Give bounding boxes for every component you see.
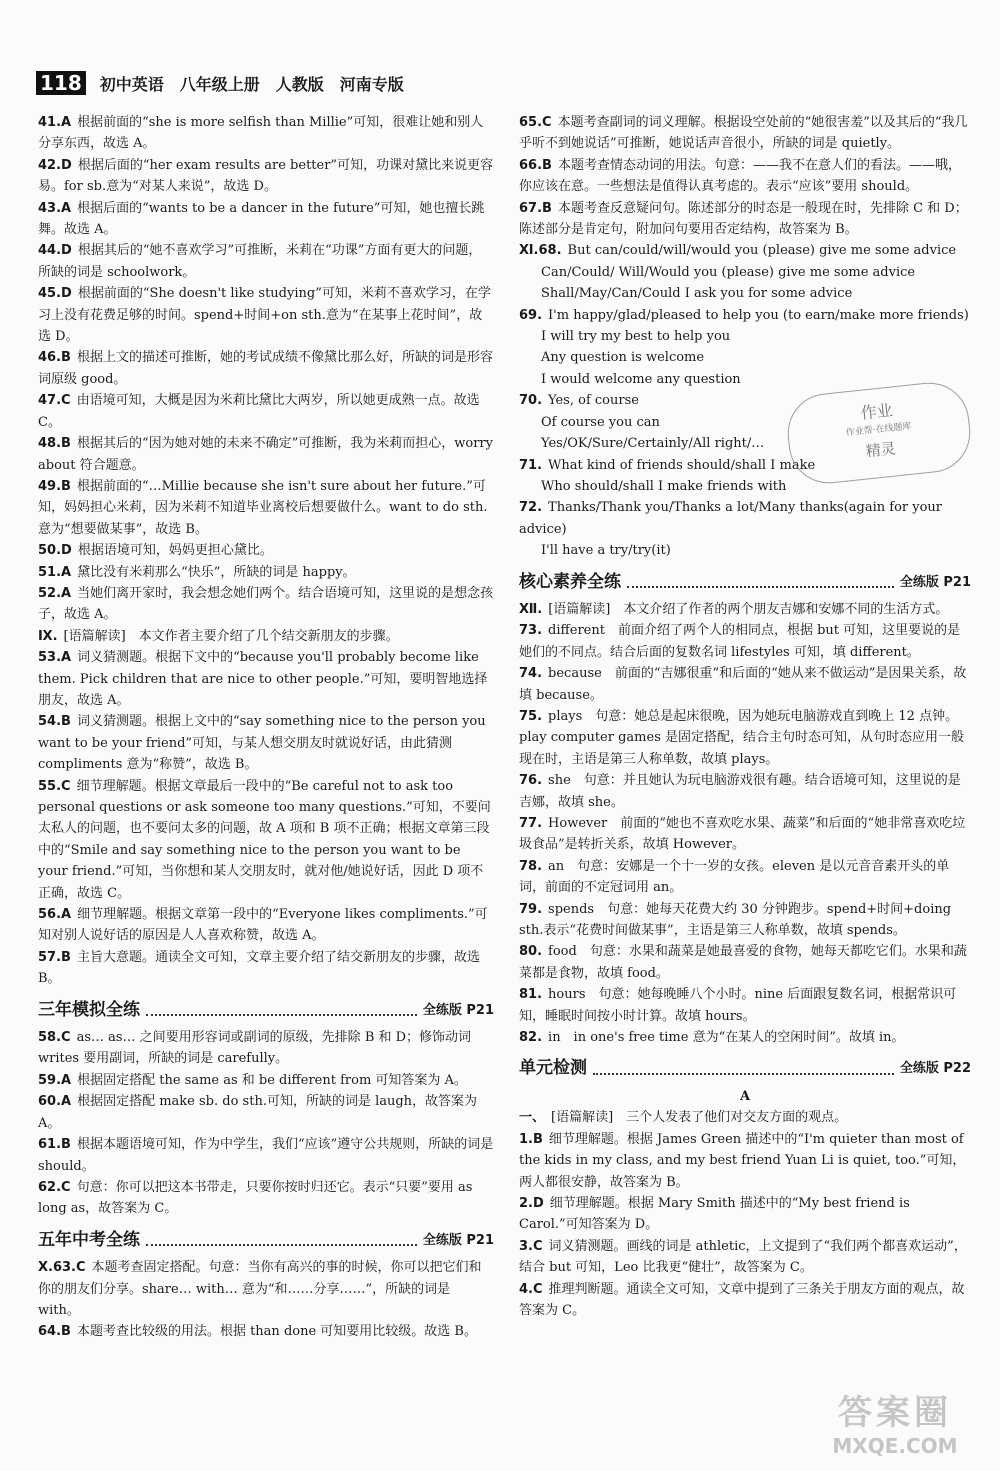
answer-explanation: 细节理解题。根据文章第一段中的“Everyone likes compliments.”可知对别人说好话的原因是人人喜欢称赞，故选 A。 [38,907,488,944]
answer-number: 47.C [38,393,71,409]
answer-item [519,1236,971,1279]
answer-number: 77. [519,816,543,831]
answer-explanation: hours 句意：她每晚睡八个小时。nine 后面跟复数名词，根据常识可知，睡眠时间按小时计算。故填 hours。 [519,987,957,1024]
section-heading [519,1058,971,1079]
answer-explanation: plays 句意：她总是起床很晚，因为她玩电脑游戏直到晚上 12 点钟。play computer games 是固定搭配，结合主句时态可知，从句时态应用一般现在时，主语是第三人称单数，故填 plays。 [519,708,964,767]
answer-item [519,856,971,899]
answer-line: Yes/OK/Sure/Certainly/All right/… [541,436,765,452]
answer-number: 51.A [38,564,72,580]
answer-explanation: 根据前面的“…Millie because she isn't sure about her future.”可知，妈妈担心米莉，因为米莉不知道毕业离校后想要做什么。want to do sth.意为“想要做某事”，故选 B。 [38,478,488,537]
answer-number: 一、 [519,1110,546,1126]
answer-item [38,1134,494,1177]
book-title: 初中英语 八年级上册 人教版 河南专版 [99,74,404,94]
answer-item [38,904,494,947]
answer-explanation: 句意：你可以把这本书带走，只要你按时归还它。表示“只要”要用 as long as，故答案为 C。 [38,1179,473,1217]
answer-number: 3.C [519,1238,543,1254]
answer-item [519,599,971,620]
answer-number: 72. [519,500,543,516]
answer-item [38,626,494,647]
answer-explanation: 根据前面的“She doesn't like studying”可知，米莉不喜欢学习，在学习上没有花费足够的时间。spend+时间+on sth.意为“在某事上花时间”，故选 D。 [38,286,491,345]
answer-number: 2.D [519,1195,544,1211]
answer-explanation: [语篇解读] 本文介绍了作者的两个朋友吉娜和安娜不同的生活方式。 [548,601,949,617]
answer-item [38,947,494,990]
answer-explanation: Yes, of course [548,393,639,409]
answer-item [519,770,971,813]
answer-item [38,112,494,155]
watermark [800,1385,990,1465]
answer-explanation: 本题考查固定搭配。句意：当你有高兴的事的时候，你可以把它们和你的朋友们分享。share… with… 意为“和……分享……”，所缺的词是 with。 [38,1260,482,1318]
section-divider [627,586,894,588]
part-label: A [739,1088,751,1104]
answer-item [519,1107,971,1128]
answer-explanation: 词义猜测题。画线的词是 athletic，上文提到了“我们两个都喜欢运动”，结合 but 可知，Leo 比我更“健壮”，故答案为 C。 [519,1238,967,1276]
answer-explanation: 推理判断题。通读全文可知，文章中提到了三条关于朋友方面的观点，故答案为 C。 [519,1281,965,1318]
answer-item [38,1027,494,1070]
answer-number: 82. [519,1030,543,1046]
answer-explanation: 词义猜测题。根据下文中的“because you'll probably become like them. Pick children that are nice to other people.”可知，要明智地选择朋友，故选 A。 [38,650,488,708]
answer-number: 64.B [38,1324,71,1340]
answer-number: 66.B [519,157,552,173]
answer-explanation: [语篇解读] 本文作者主要介绍了几个结交新朋友的步骤。 [63,628,399,644]
answer-item [519,112,971,155]
answer-number: 75. [519,708,543,724]
answer-number: 41.A [38,115,72,130]
answer-explanation: 本题考查情态动词的用法。句意：——我不在意人们的看法。——哦，你应该在意。一些想法是值得认真考虑的。表示“应该”要用 should。 [519,157,961,195]
answer-item [38,347,494,390]
answer-explanation: 细节理解题。根据文章最后一段中的“Be careful not to ask too personal questions or ask someone too many questions.”可知，不要问太私人的问题，也不要问太多的问题，故 A 项和 B 项不正确；根据文章第三段中的“Smile and say something nice to the person you want to be your friend.”可知，当你想和某人交朋友时，就对他/她说好话，因此 D 项不正确，故选 C。 [38,778,491,901]
answer-number: Ⅺ.68. [519,243,562,259]
answer-item [38,198,494,241]
answer-explanation: as… as… 之间要用形容词或副词的原级，先排除 B 和 D；修饰动词 writes 要用副词，所缺的词是 carefully。 [38,1030,472,1067]
answer-item [519,663,971,706]
answer-explanation: 本题考查副词的词义理解。根据设空处前的“她很害羞”以及其后的“我几乎听不到她说话”可推断，她说话声音很小，所缺的词是 quietly。 [519,115,968,152]
section-title: 五年中考全练 [38,1229,140,1250]
answer-line: Of course you can [541,414,660,430]
answer-item [38,1091,494,1134]
answer-number: 1.B [519,1131,543,1147]
answer-explanation: because 前面的“吉娜很重”和后面的“她从来不做运动”是因果关系，故填 because。 [519,666,967,703]
answer-item [38,390,494,433]
answer-number: 79. [519,901,543,917]
answer-item [38,583,494,626]
answer-explanation: 根据固定搭配 make sb. do sth.可知，所缺的词是 laugh，故答案为 A。 [38,1094,478,1131]
answer-explanation: 根据语境可知，妈妈更担心黛比。 [77,543,273,559]
answer-item [519,706,971,770]
watermark-line-2: MXQE.COM [832,1434,958,1458]
answer-item [519,1193,971,1236]
answer-line: Who should/shall I make friends with [541,478,787,494]
answer-number: Ⅸ. [38,628,58,644]
answer-explanation: 根据前面的“she is more selfish than Millie”可知，很难让她和别人分享东西，故选 A。 [38,115,484,152]
answer-explanation: 由语境可知，大概是因为米莉比黛比大两岁，所以她更成熟一点。故选 C。 [38,393,480,430]
answer-number: 54.B [38,714,71,730]
answer-explanation: she 句意：并且她认为玩电脑游戏很有趣。结合语境可知，这里说的是吉娜，故填 she。 [519,773,961,810]
stamp-line-3: 精灵 [864,439,897,461]
section-divider [146,1014,417,1016]
answer-explanation: an 句意：安娜是一个十一岁的女孩。eleven 是以元音音素开头的单词，前面的不定冠词用 an。 [519,858,950,896]
answer-number: 44.D [38,243,72,259]
stamp-line-1: 作业 [859,400,894,423]
answer-item [38,776,494,904]
answer-number: 57.B [38,949,71,965]
answer-number: 4.C [519,1281,543,1297]
answer-number: 62.C [38,1179,71,1195]
answer-explanation: 根据其后的“她不喜欢学习”可推断，米莉在“功课”方面有更大的问题，所缺的词是 schoolwork。 [38,243,482,280]
answer-line: I will try my best to help you [541,329,731,345]
right-column [519,112,971,1321]
answer-item [38,1070,494,1091]
answer-explanation: What kind of friends should/shall I make [548,457,816,473]
answer-item [38,540,494,561]
section-ref: 全练版 P21 [422,1002,494,1018]
answer-number: 65.C [519,115,552,130]
answer-number: 76. [519,773,543,789]
answer-item [519,497,971,540]
answer-number: 56.A [38,907,72,923]
answer-number: 48.B [38,436,71,452]
section-ref: 全练版 P21 [422,1232,494,1248]
answer-number: 67.B [519,200,552,216]
answer-item [519,1027,971,1048]
answer-item [38,711,494,775]
answer-explanation: 根据上文的描述可推断，她的考试成绩不像黛比那么好，所缺的词是形容词原级 good。 [38,350,493,387]
answer-number: 46.B [38,350,71,366]
section-heading [519,572,971,593]
answer-item [519,620,971,663]
answer-number: 78. [519,858,543,874]
answer-explanation: different 前面介绍了两个人的相同点，根据 but 可知，这里要说的是她们的不同点。结合后面的复数名词 lifestyles 可知，填 different。 [519,623,961,660]
stamp-line-2: 作业帮·在线题库 [845,421,912,439]
answer-line: Can/Could/ Will/Would you (please) give me some advice [541,264,916,280]
answer-number: 53.A [38,650,72,666]
answer-explanation: But can/could/will/would you (please) give me some advice [567,243,957,259]
answer-explanation: 根据后面的“her exam results are better”可知，功课对黛比来说更容易。for sb.意为“对某人来说”，故选 D。 [38,157,494,195]
answer-item [519,305,971,326]
answer-item [519,155,971,198]
answer-number: 69. [519,307,543,323]
answer-number: 80. [519,944,543,960]
answer-line: Shall/May/Can/Could I ask you for some advice [541,286,853,302]
answer-item [38,283,494,347]
answer-explanation: 根据其后的“因为她对她的未来不确定”可推断，我为米莉而担心，worry about 符合题意。 [38,436,493,473]
section-title: 单元检测 [519,1058,587,1079]
answer-explanation: 黛比没有米莉那么“快乐”，所缺的词是 happy。 [77,564,356,580]
answer-explanation: Thanks/Thank you/Thanks a lot/Many thanks(again for your advice) [519,500,943,537]
answer-item [519,1279,971,1322]
answer-explanation: 根据本题语境可知，作为中学生，我们“应该”遵守公共规则，所缺的词是 should。 [38,1137,494,1174]
answer-item [519,198,971,241]
section-divider [146,1244,417,1246]
answer-number: Ⅻ. [519,601,543,617]
answer-explanation: 本题考查反意疑问句。陈述部分的时态是一般现在时，先排除 C 和 D；陈述部分是肯定句，附加问句要用否定结构，故答案为 B。 [519,200,968,238]
answer-number: 58.C [38,1030,71,1046]
answer-explanation: 当她们离开家时，我会想念她们两个。结合语境可知，这里说的是想念孩子，故选 A。 [38,585,494,623]
section-ref: 全练版 P22 [899,1061,971,1077]
section-ref: 全练版 P21 [899,574,971,590]
answer-number: 60.A [38,1094,72,1110]
section-heading [38,1000,494,1021]
answer-line: Any question is welcome [541,350,705,366]
answer-explanation: 词义猜测题。根据上文中的“say something nice to the person you want to be your friend”可知，与某人想交朋友时就说好话，由此猜测 compliments 意为“称赞”，故选 B。 [38,714,486,773]
answer-number: Ⅹ.63.C [38,1260,86,1276]
answer-number: 45.D [38,286,72,302]
answer-explanation: 根据后面的“wants to be a dancer in the future”可知，她也擅长跳舞。故选 A。 [38,200,485,238]
answer-line: I would welcome any question [541,371,741,387]
answer-explanation: 本题考查比较级的用法。根据 than done 可知要用比较级。故选 B。 [76,1324,477,1340]
answer-item [38,647,494,711]
answer-explanation: I'm happy/glad/pleased to help you (to earn/make more friends) [548,307,969,323]
answer-item [38,240,494,283]
answer-item [519,984,971,1027]
answer-number: 50.D [38,543,72,559]
answer-number: 81. [519,987,543,1003]
answer-line: I'll have a try/try(it) [541,543,671,559]
left-column [38,112,494,1343]
answer-explanation: spends 句意：她每天花费大约 30 分钟跑步。spend+时间+doing sth.表示“花费时间做某事”，主语是第三人称单数，故填 spends。 [519,901,952,939]
answer-number: 59.A [38,1072,72,1088]
answer-item [38,1321,494,1342]
answer-explanation: 主旨大意题。通读全文可知，文章主要介绍了结交新朋友的步骤，故选 B。 [38,949,480,987]
section-title: 三年模拟全练 [38,999,140,1020]
section-divider [593,1073,894,1075]
answer-number: 61.B [38,1137,71,1153]
answer-number: 42.D [38,157,72,173]
page-header [36,70,404,96]
answer-number: 70. [519,393,543,409]
answer-item [519,1129,971,1193]
answer-number: 71. [519,457,543,473]
answer-item [519,941,971,984]
answer-item [519,899,971,942]
answer-number: 52.A [38,585,72,601]
answer-item [38,562,494,583]
watermark-line-1: 答案圈 [838,1393,952,1433]
page-number: 118 [36,71,86,95]
answer-explanation: 根据固定搭配 the same as 和 be different from 可知答案为 A。 [77,1072,467,1088]
answer-number: 49.B [38,478,71,494]
answer-item [38,155,494,198]
answer-item [38,476,494,540]
answer-number: 73. [519,623,543,639]
section-title: 核心素养全练 [519,571,621,592]
answer-item [38,1257,494,1321]
answer-item [519,240,971,261]
section-heading [38,1230,494,1251]
answer-explanation: [语篇解读] 三个人发表了他们对交友方面的观点。 [551,1110,848,1126]
answer-explanation: 细节理解题。根据 James Green 描述中的“I'm quieter than most of the kids in my class, and my best friend Yuan Li is quiet, too.”可知，两人都很安静，故答案为 B。 [519,1131,966,1190]
answer-explanation: food 句意：水果和蔬菜是她最喜爱的食物，她每天都吃它们。水果和蔬菜都是食物，故填 food。 [519,944,967,981]
answer-item [519,813,971,856]
answer-explanation: in in one's free time 意为“在某人的空闲时间”。故填 in。 [548,1030,905,1046]
answer-number: 74. [519,666,543,682]
answer-explanation: 细节理解题。根据 Mary Smith 描述中的“My best friend is Carol.”可知答案为 D。 [519,1195,910,1233]
answer-item [38,433,494,476]
answer-item [38,1177,494,1220]
answer-explanation: However 前面的“她也不喜欢吃水果、蔬菜”和后面的“她非常喜欢吃垃圾食品”是转折关系，故填 However。 [519,816,966,853]
answer-number: 43.A [38,200,72,216]
answer-number: 55.C [38,778,71,794]
